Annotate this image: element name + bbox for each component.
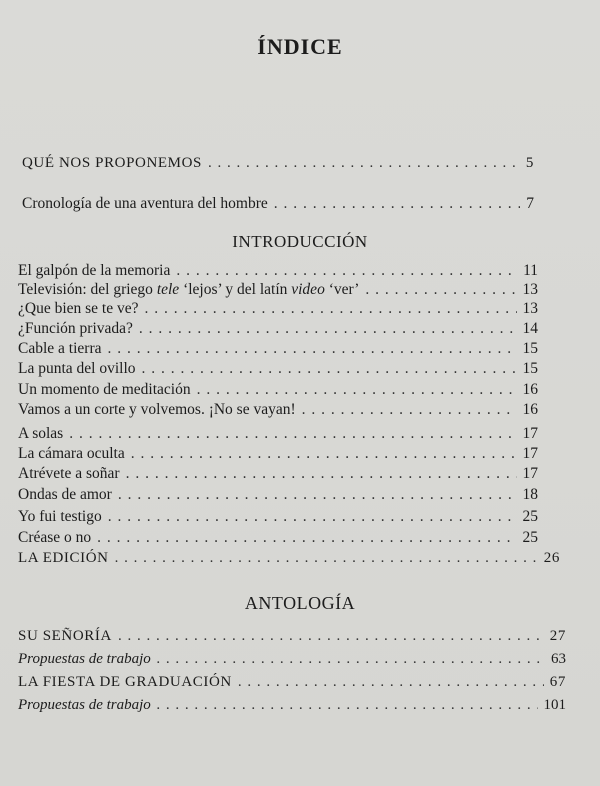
toc-entry-text: Cronología de una aventura del hombre xyxy=(22,195,268,212)
toc-entry xyxy=(18,300,538,318)
toc-entry-text: Vamos a un corte y volvemos. ¡No se vayan! xyxy=(18,401,296,418)
leader-dots xyxy=(115,550,538,567)
toc-entry xyxy=(18,465,538,483)
toc-entry xyxy=(18,445,538,463)
toc-entry xyxy=(18,529,538,547)
toc-entry-propuestas xyxy=(18,697,566,714)
leader-dots xyxy=(97,529,516,547)
leader-dots xyxy=(107,340,516,358)
toc-entry-propuestas xyxy=(18,651,566,668)
leader-dots xyxy=(145,300,517,318)
leader-dots xyxy=(197,381,517,399)
leader-dots xyxy=(131,445,517,463)
toc-page-number: 16 xyxy=(522,381,538,398)
toc-entry-text: SU SEÑORÍA xyxy=(18,628,112,644)
leader-dots xyxy=(157,651,545,668)
toc-page-number: 63 xyxy=(551,651,566,667)
toc-entry-text: Un momento de meditación xyxy=(18,381,191,398)
toc-entry-edicion xyxy=(18,550,560,567)
toc-entry-text: Atrévete a soñar xyxy=(18,465,120,482)
toc-entry-text: Propuestas de trabajo xyxy=(18,651,151,667)
toc-page-number: 17 xyxy=(522,425,538,442)
leader-dots xyxy=(302,401,517,419)
toc-entry-text: Propuestas de trabajo xyxy=(18,697,151,713)
italic-word: video xyxy=(291,281,325,298)
leader-dots xyxy=(69,425,516,443)
toc-entry-text: Créase o no xyxy=(18,529,92,546)
toc-entry-text: ¿Función privada? xyxy=(18,320,133,337)
page-title: ÍNDICE xyxy=(257,34,343,59)
italic-word: tele xyxy=(156,281,180,298)
toc-page-number: 18 xyxy=(522,486,538,503)
toc-entry xyxy=(18,320,538,338)
toc-entry xyxy=(18,281,538,299)
leader-dots xyxy=(126,465,517,483)
toc-page-number: 5 xyxy=(525,155,534,171)
leader-dots xyxy=(238,674,544,691)
toc-entry xyxy=(18,401,538,419)
toc-entry-text: Yo fui testigo xyxy=(18,508,102,525)
toc-entry xyxy=(18,486,538,504)
leader-dots xyxy=(274,195,520,213)
toc-page-number: 67 xyxy=(549,674,566,690)
toc-entry-text: La cámara oculta xyxy=(18,445,125,462)
leader-dots xyxy=(118,628,544,645)
toc-page-number: 13 xyxy=(522,281,538,298)
toc-page-number: 13 xyxy=(522,300,538,317)
leader-dots xyxy=(139,320,517,338)
toc-page-number: 25 xyxy=(522,508,538,525)
toc-entry-text: LA EDICIÓN xyxy=(18,550,109,566)
toc-entry-text: A solas xyxy=(18,425,64,442)
toc-page-number: 25 xyxy=(522,529,538,546)
toc-entry-proponemos xyxy=(22,155,534,172)
toc-entry-text: Cable a tierra xyxy=(18,340,102,357)
section-heading-antologia: ANTOLOGÍA xyxy=(244,593,356,613)
toc-entry xyxy=(18,508,538,526)
toc-entry-text: ¿Que bien se te ve? xyxy=(18,300,139,317)
toc-page-number: 7 xyxy=(526,195,534,212)
toc-entry-text: QUÉ NOS PROPONEMOS xyxy=(22,155,202,171)
toc-page-number: 16 xyxy=(522,401,538,418)
leader-dots xyxy=(176,262,517,280)
section-heading-introduccion: INTRODUCCIÓN xyxy=(232,232,368,251)
toc-entry xyxy=(18,425,538,443)
leader-dots xyxy=(108,508,517,526)
toc-entry-text: Televisión: del griego tele ‘lejos’ y del latín video ‘ver’ xyxy=(18,281,360,298)
toc-entry-text: Ondas de amor xyxy=(18,486,112,503)
toc-page-number: 27 xyxy=(549,628,566,644)
toc-entry-text: LA FIESTA DE GRADUACIÓN xyxy=(18,674,232,690)
toc-entry-text: El galpón de la memoria xyxy=(18,262,171,279)
toc-entry xyxy=(18,262,538,280)
toc-entry-su-senoria xyxy=(18,628,566,645)
toc-entry-fiesta-graduacion xyxy=(18,674,566,691)
leader-dots xyxy=(208,155,520,172)
toc-entry xyxy=(18,360,538,378)
toc-entry xyxy=(18,340,538,358)
toc-page-number: 14 xyxy=(522,320,538,337)
leader-dots xyxy=(365,281,516,299)
leader-dots xyxy=(142,360,517,378)
toc-page-number: 15 xyxy=(522,360,538,377)
toc-entry-cronologia xyxy=(22,195,534,213)
toc-page-number: 15 xyxy=(522,340,538,357)
leader-dots xyxy=(118,486,517,504)
toc-page-number: 17 xyxy=(522,465,538,482)
toc-entry xyxy=(18,381,538,399)
toc-page-number: 101 xyxy=(543,697,566,713)
toc-page-number: 11 xyxy=(523,262,538,279)
toc-entry-text: La punta del ovillo xyxy=(18,360,136,377)
toc-page-number: 26 xyxy=(543,550,560,566)
toc-page-number: 17 xyxy=(522,445,538,462)
leader-dots xyxy=(157,697,538,714)
